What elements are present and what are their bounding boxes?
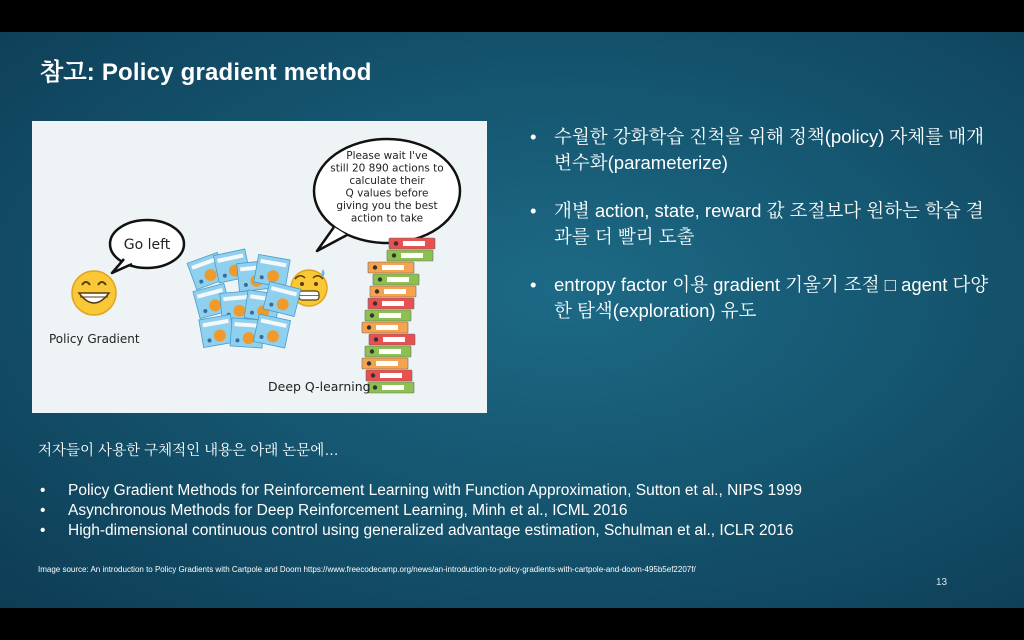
dqn-bubble-line: giving you the best	[336, 200, 438, 212]
game-frame	[253, 314, 290, 348]
key-point: • 개별 action, state, reward 값 조절보다 원하는 학습 결과를 더 빨리 도출	[530, 198, 990, 250]
game-frames-pile	[187, 249, 301, 348]
binder	[389, 238, 435, 249]
binder	[370, 286, 416, 297]
reference-item: • Policy Gradient Methods for Reinforcement Learning with Function Approximation, Sutton et al., NIPS 1999	[40, 481, 802, 501]
dqn-bubble-line: Q values before	[345, 187, 429, 200]
reference-item: • Asynchronous Methods for Deep Reinforcement Learning, Minh et al., ICML 2016	[40, 501, 802, 521]
page-number: 13	[936, 577, 948, 588]
illustration-svg	[32, 121, 487, 413]
binder	[368, 298, 414, 309]
dqn-bubble-line: calculate their	[349, 175, 425, 187]
binder	[373, 274, 419, 285]
key-point: • entropy factor 이용 gradient 기울기 조절 □ agent 다양한 탐색(exploration) 유도	[530, 272, 990, 324]
binder	[366, 370, 412, 381]
references-list	[40, 481, 802, 541]
binder	[368, 382, 414, 393]
key-points-list	[530, 124, 990, 346]
binder	[365, 346, 411, 357]
slide	[0, 32, 1024, 608]
policy-gradient-label: Policy Gradient	[49, 332, 140, 346]
grinning-face-icon	[72, 271, 116, 315]
dqn-speech-bubble	[314, 139, 460, 251]
references-intro: 저자들이 사용한 구체적인 내용은 아래 논문에…	[38, 443, 339, 459]
reference-item: • High-dimensional continuous control using generalized advantage estimation, Schulman et al., ICLR 2016	[40, 521, 802, 541]
go-left-bubble	[110, 220, 184, 273]
go-left-text: Go left	[123, 237, 171, 253]
dqn-bubble-line: action to take	[350, 212, 424, 225]
policy-vs-dqn-illustration	[32, 121, 487, 413]
game-frame	[199, 314, 235, 347]
slide-title: 참고: Policy gradient method	[40, 59, 372, 86]
binder	[365, 310, 411, 321]
binder	[387, 250, 433, 261]
dqn-bubble-line: still 20 890 actions to	[330, 162, 444, 175]
key-point: • 수월한 강화학습 진척을 위해 정책(policy) 자체를 매개변수화(parameterize)	[530, 124, 990, 176]
deep-q-learning-label: Deep Q-learning	[268, 379, 371, 394]
binder	[369, 334, 415, 345]
dqn-bubble-line: Please wait I've	[346, 150, 428, 162]
binder	[362, 358, 408, 369]
binder	[362, 322, 408, 333]
binder	[368, 262, 414, 273]
image-source-note: Image source: An introduction to Policy Gradients with Cartpole and Doom https://www.freecodecamp.org/news/an-introduction-to-policy-gradients-with-cartpole-and-doom-495b5ef2207f/	[38, 565, 696, 574]
binder-stack	[362, 238, 435, 393]
